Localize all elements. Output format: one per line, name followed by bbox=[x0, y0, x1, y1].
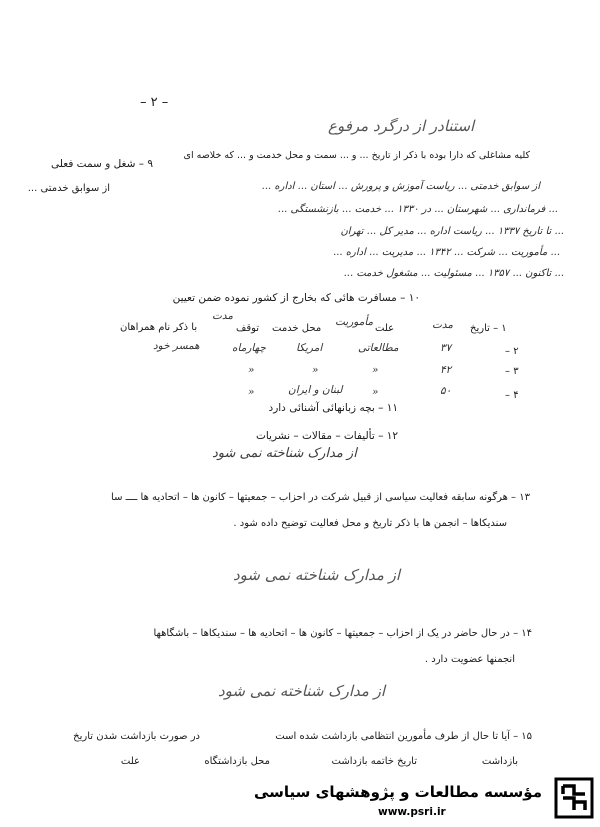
sec9-handwriting-1: از سوابق خدمتی ... ریاست آموزش و پرورش ... استان ... اداره ... bbox=[261, 181, 540, 192]
sec9-handwritten-heading: استنادر از درگرد مرفوع bbox=[328, 117, 475, 135]
row-companions: همسر خود bbox=[153, 340, 200, 352]
sec13-answer: از مدارک شناخته نمی شود bbox=[233, 566, 401, 584]
sec14-line1: ۱۴ – در حال حاضر در یک از احزاب – جمعیتها – کانون ها – اتحادیه ها – سندیکاها – باشگاهها bbox=[153, 628, 532, 639]
sec15-line1b: در صورت بازداشت شدن تاریخ bbox=[73, 731, 200, 742]
sec15-line1: ۱۵ – آیا تا حال از طرف مأمورین انتظامی بازداشت شده است bbox=[275, 731, 532, 742]
row-number: ۲ – bbox=[505, 346, 519, 357]
sec9-handwriting-4: ... مأموریت ... شرکت ... ۱۳۴۲ ... مدیریت ... اداره ... bbox=[333, 247, 560, 258]
sec10-col-stay: توقف bbox=[236, 323, 260, 334]
sec10-col-stay-hw: مدت bbox=[212, 310, 234, 322]
sec10-col-duration: مدت bbox=[432, 319, 454, 331]
sec13-line2: سندیکاها – انجمن ها با ذکر تاریخ و محل فعالیت توضیح داده شود . bbox=[233, 518, 507, 529]
sec10-col-reason: علت bbox=[375, 323, 395, 334]
sec9-handwriting-3: ... تا تاریخ ۱۳۳۷ ... ریاست اداره ... مدیر کل ... تهران bbox=[340, 226, 564, 237]
sec12-answer: از مدارک شناخته نمی شود bbox=[212, 446, 357, 461]
watermark-title: مؤسسه مطالعات و پژوهشهای سیاسی bbox=[253, 783, 542, 801]
sec15-col-release: تاریخ خاتمه بازداشت bbox=[331, 756, 417, 767]
sec10-col-place-hw: مأموریت bbox=[335, 316, 374, 328]
psri-logo-icon bbox=[553, 776, 595, 820]
watermark-url: www.psri.ir bbox=[378, 806, 446, 818]
row-reason: مطالعاتی bbox=[358, 342, 399, 354]
row-number: ۳ – bbox=[505, 366, 519, 377]
sec15-col-date: بازداشت bbox=[481, 756, 518, 767]
row-place: لبنان و ایران bbox=[288, 384, 343, 396]
sec14-answer: از مدارک شناخته نمی شود bbox=[218, 682, 386, 700]
sec15-col-reason: علت bbox=[120, 756, 140, 767]
row-stay: چهارماه bbox=[232, 342, 266, 354]
sec9-text: کلیه مشاغلی که دارا بوده با ذکر از تاریخ ... و ... سمت و محل خدمت و ... که خلاصه ای bbox=[183, 150, 530, 161]
sec9-handwriting-2: ... فرمانداری ... شهرستان ... در ۱۳۳۰ ... خدمت ... بازنشستگی ... bbox=[277, 204, 558, 215]
row-place: امریکا bbox=[296, 342, 323, 354]
sec13-line1: ۱۳ – هرگونه سابقه فعالیت سیاسی از قبیل شرکت در احزاب – جمعیتها – کانون ها – اتحادیه ها ــــ سا bbox=[111, 492, 530, 503]
row-stay: « bbox=[248, 386, 255, 398]
page-number: – ۲ – bbox=[140, 95, 169, 110]
sec9-handwriting-5: ... تاکنون ... ۱۳۵۷ ... مسئولیت ... مشغول خدمت ... bbox=[343, 268, 564, 279]
sec14-line2: انجمنها عضویت دارد . bbox=[424, 654, 515, 665]
sec15-col-place: محل بازداشتگاه bbox=[204, 756, 270, 767]
row-stay: « bbox=[248, 364, 255, 376]
row-place: « bbox=[312, 364, 319, 376]
sec11-label: ۱۱ – بچه زبانهائی آشنائی دارد bbox=[268, 402, 398, 414]
sec10-title: ۱۰ – مسافرت هائی که بخارج از کشور نموده ضمن تعیین bbox=[172, 292, 420, 304]
sec10-col-companions: با ذکر نام همراهان bbox=[120, 322, 198, 333]
row-reason: « bbox=[372, 386, 379, 398]
row-reason: « bbox=[372, 364, 379, 376]
sec10-col-place: محل خدمت bbox=[272, 323, 322, 334]
row-date: ۵۰ bbox=[440, 385, 452, 397]
sec9-line2: از سوابق خدمتی ... bbox=[27, 183, 110, 194]
sec10-col-index: ۱ – تاریخ bbox=[470, 323, 507, 334]
row-date: ۳۷ bbox=[440, 342, 452, 354]
row-number: ۴ – bbox=[505, 390, 519, 401]
sec9-label: ۹ – شغل و سمت فعلی bbox=[51, 158, 153, 170]
row-date: ۴۲ bbox=[440, 364, 452, 376]
sec12-label: ۱۲ – تألیفات – مقالات – نشریات bbox=[255, 430, 398, 442]
